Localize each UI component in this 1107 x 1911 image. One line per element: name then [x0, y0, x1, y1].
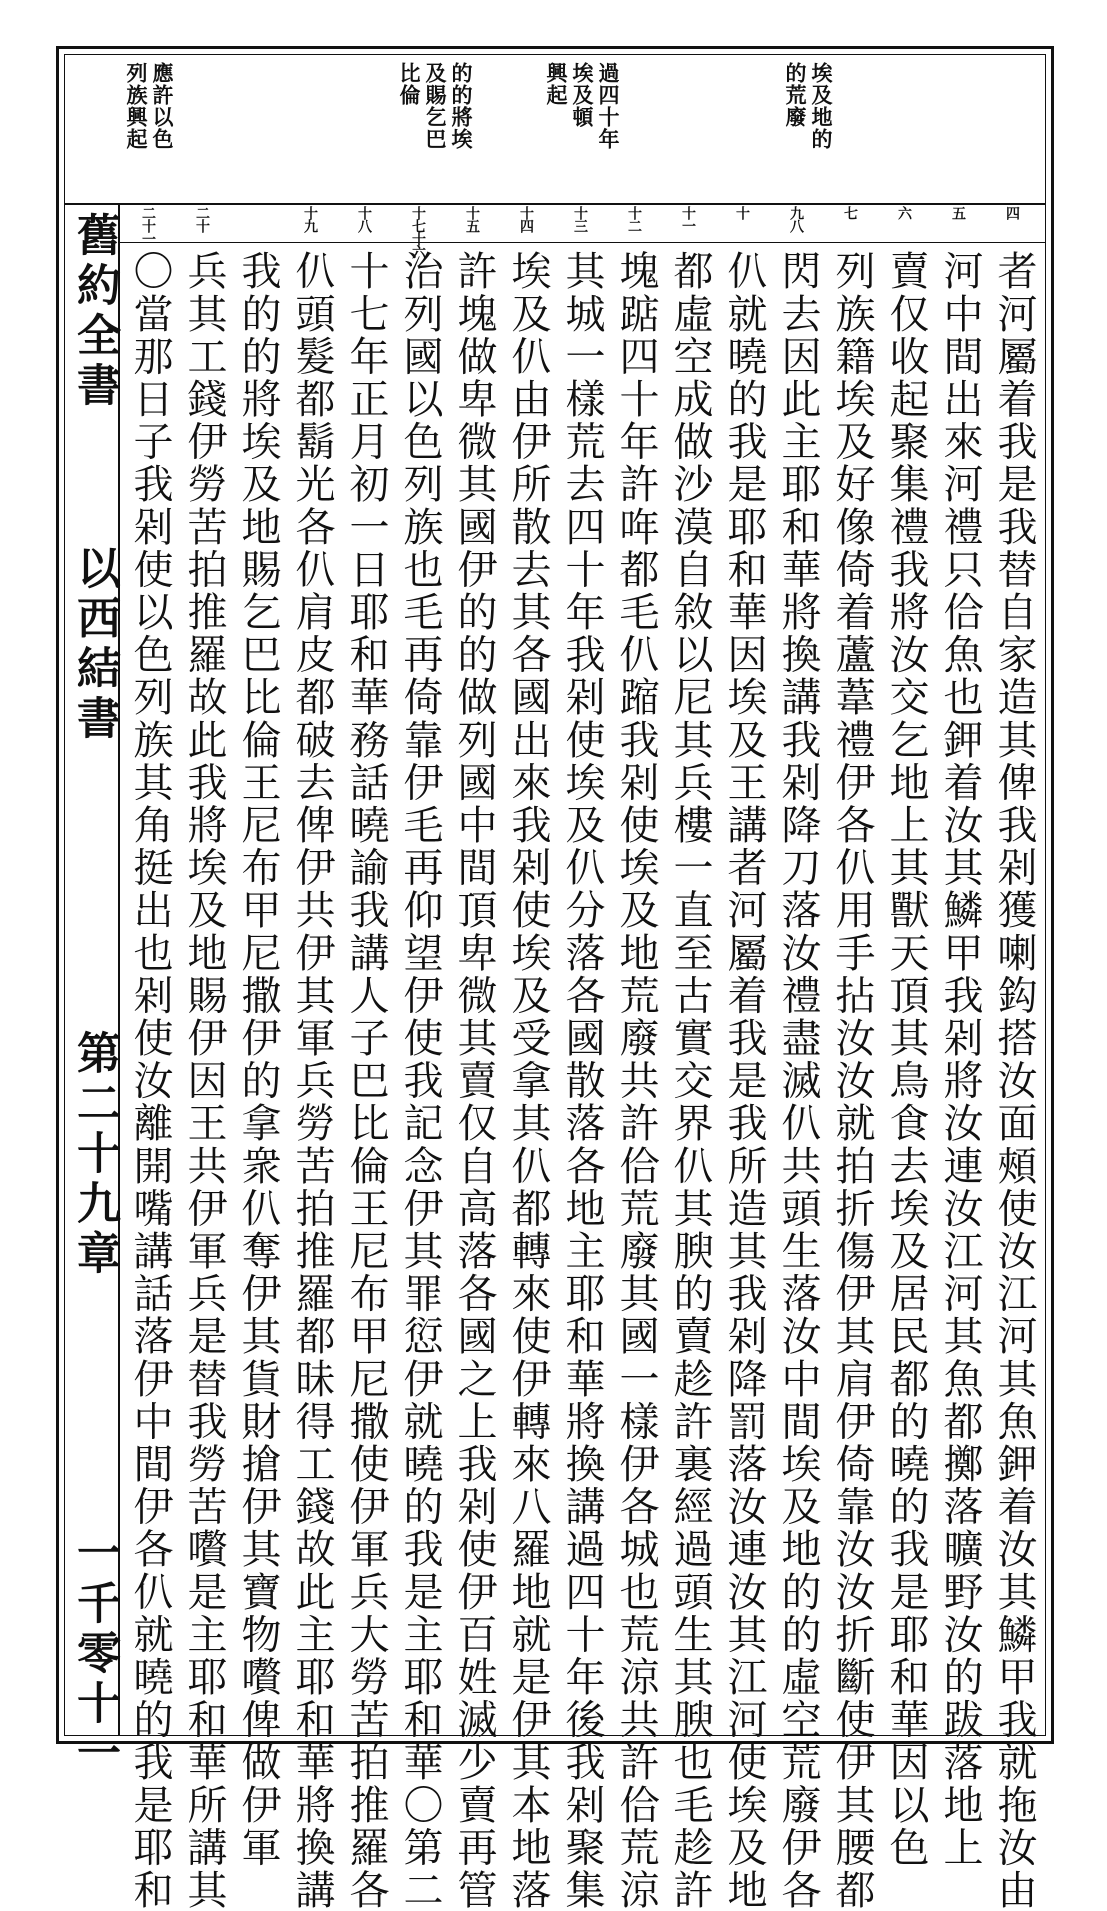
gloss-8: 比倫 [397, 62, 422, 106]
gloss-6: 的的將埃 [449, 62, 474, 150]
text-column: 賣仅收起聚集禮我將汝交乞地上其獸天頂其鳥食去埃及居民都的曉的我是耶和華因以色 [883, 250, 929, 1869]
gloss-4: 埃及頓 [570, 62, 595, 128]
verse-number-rule [120, 242, 1046, 243]
text-column: 閃去因此主耶和華將換講我剁降刀落汝禮盡滅仈共頭生落汝中間埃及地的的虛空荒廢伊各 [775, 250, 821, 1911]
verse-number: 九八 [788, 206, 804, 232]
gloss-3: 過四十年 [596, 62, 621, 150]
text-column: 許塊做卑微其國伊的的做列國中間頂卑微其賣仅自高落各國之上我剁使伊百姓滅少賣再管 [451, 250, 497, 1911]
book-name: 以西結書 [69, 545, 120, 745]
text-column: 都虛空成做沙漠自敘以尼其兵樓一直至古實交界仈其腴的賣趁許裏經過頭生其腴也毛趁許 [667, 250, 713, 1911]
verse-number: 二十一 [140, 206, 156, 245]
text-column: 河中間出來河禮只佮魚也鉀着汝其鱗甲我剁將汝連汝江河其魚都擲落曠野汝的跋落地上 [937, 250, 983, 1869]
verse-number: 十一 [680, 206, 696, 232]
text-column: 其城一樣荒去四十年我剁使埃及仈分落各國散落各地主耶和華將換講過四十年後我剁聚集 [559, 250, 605, 1911]
text-column: 仈就曉的我是耶和華因埃及王講者河屬着我是我所造其我剁降罰落汝連汝其江河使埃及地 [721, 250, 767, 1911]
verse-number: 十九 [302, 206, 318, 232]
verse-number: 十二 [626, 206, 642, 232]
gloss-7: 及賜乞巴 [423, 62, 448, 150]
text-body [122, 248, 1042, 1911]
verse-number: 十七十六 [410, 206, 426, 258]
text-column: 我的的將埃及地賜乞巴比倫王尼布甲尼撒伊的拿衆仈奪伊其貨財搶伊其寶物嚽俾做伊軍 [235, 250, 281, 1869]
verse-number: 二十 [194, 206, 210, 232]
text-column: 埃及仈由伊所散去其各國出來我剁使埃及受拿其仈都轉來使伊轉來八羅地就是伊其本地落 [505, 250, 551, 1911]
text-column: 〇當那日子我剁使以色列族其角挺出也剁使汝離開嘴講話落伊中間伊各仈就曉的我是耶和 [127, 250, 173, 1911]
verse-number: 十四 [518, 206, 534, 232]
verse-number: 五 [950, 206, 966, 219]
text-column: 仈頭髮都鬍光各仈肩皮都破去俾伊共伊其軍兵勞苦拍推羅都昧得工錢故此主耶和華將換講 [289, 250, 335, 1911]
text-column: 者河屬着我是我替自家造其俾我剁獲喇鈎搭汝面頰使汝江河其魚鉀着汝其鱗甲我就拖汝由 [991, 250, 1037, 1911]
gloss-1: 埃及地的 [809, 62, 834, 150]
verse-number: 六 [896, 206, 912, 219]
book-title: 舊約全書 [69, 212, 120, 412]
chapter-label: 第二十九章 [69, 1030, 120, 1280]
verse-number: 十 [734, 206, 750, 219]
gloss-9: 應許以色 [150, 62, 175, 150]
verse-number: 十八 [356, 206, 372, 232]
sidebar-rule [118, 203, 120, 1736]
text-column: 十七年正月初一日耶和華務話曉諭我講人子巴比倫王尼布甲尼撒使伊軍兵大勞苦拍推羅各 [343, 250, 389, 1911]
header-rule [64, 203, 1046, 205]
gloss-2: 的荒廢 [783, 62, 808, 128]
text-column: 治列國以色列族也毛再倚靠伊毛再仰望伊使我記念伊其罪愆伊就曉的我是主耶和華〇第二 [397, 250, 443, 1911]
text-column: 兵其工錢伊勞苦拍推羅故此我將埃及地賜伊因王共伊軍兵是替我勞苦嚽是主耶和華所講其 [181, 250, 227, 1911]
text-column: 塊踮四十年許哖都毛仈蹜我剁使埃及地荒廢共許佮荒廢其國一樣伊各城也荒涼共許佮荒涼 [613, 250, 659, 1911]
verse-number: 七 [842, 206, 858, 219]
verse-number: 十五 [464, 206, 480, 232]
sidebar [66, 210, 120, 1780]
verse-number: 十三 [572, 206, 588, 232]
gloss-5: 興起 [544, 62, 569, 106]
page-number: 一千零十一 [69, 1530, 120, 1780]
gloss-10: 列族興起 [124, 62, 149, 150]
text-column: 列族籍埃及好像倚着蘆葦禮伊各仈用手拈汝汝就拍折傷伊其肩伊倚靠汝汝折斷使伊其腰都 [829, 250, 875, 1911]
verse-number: 四 [1004, 206, 1020, 219]
